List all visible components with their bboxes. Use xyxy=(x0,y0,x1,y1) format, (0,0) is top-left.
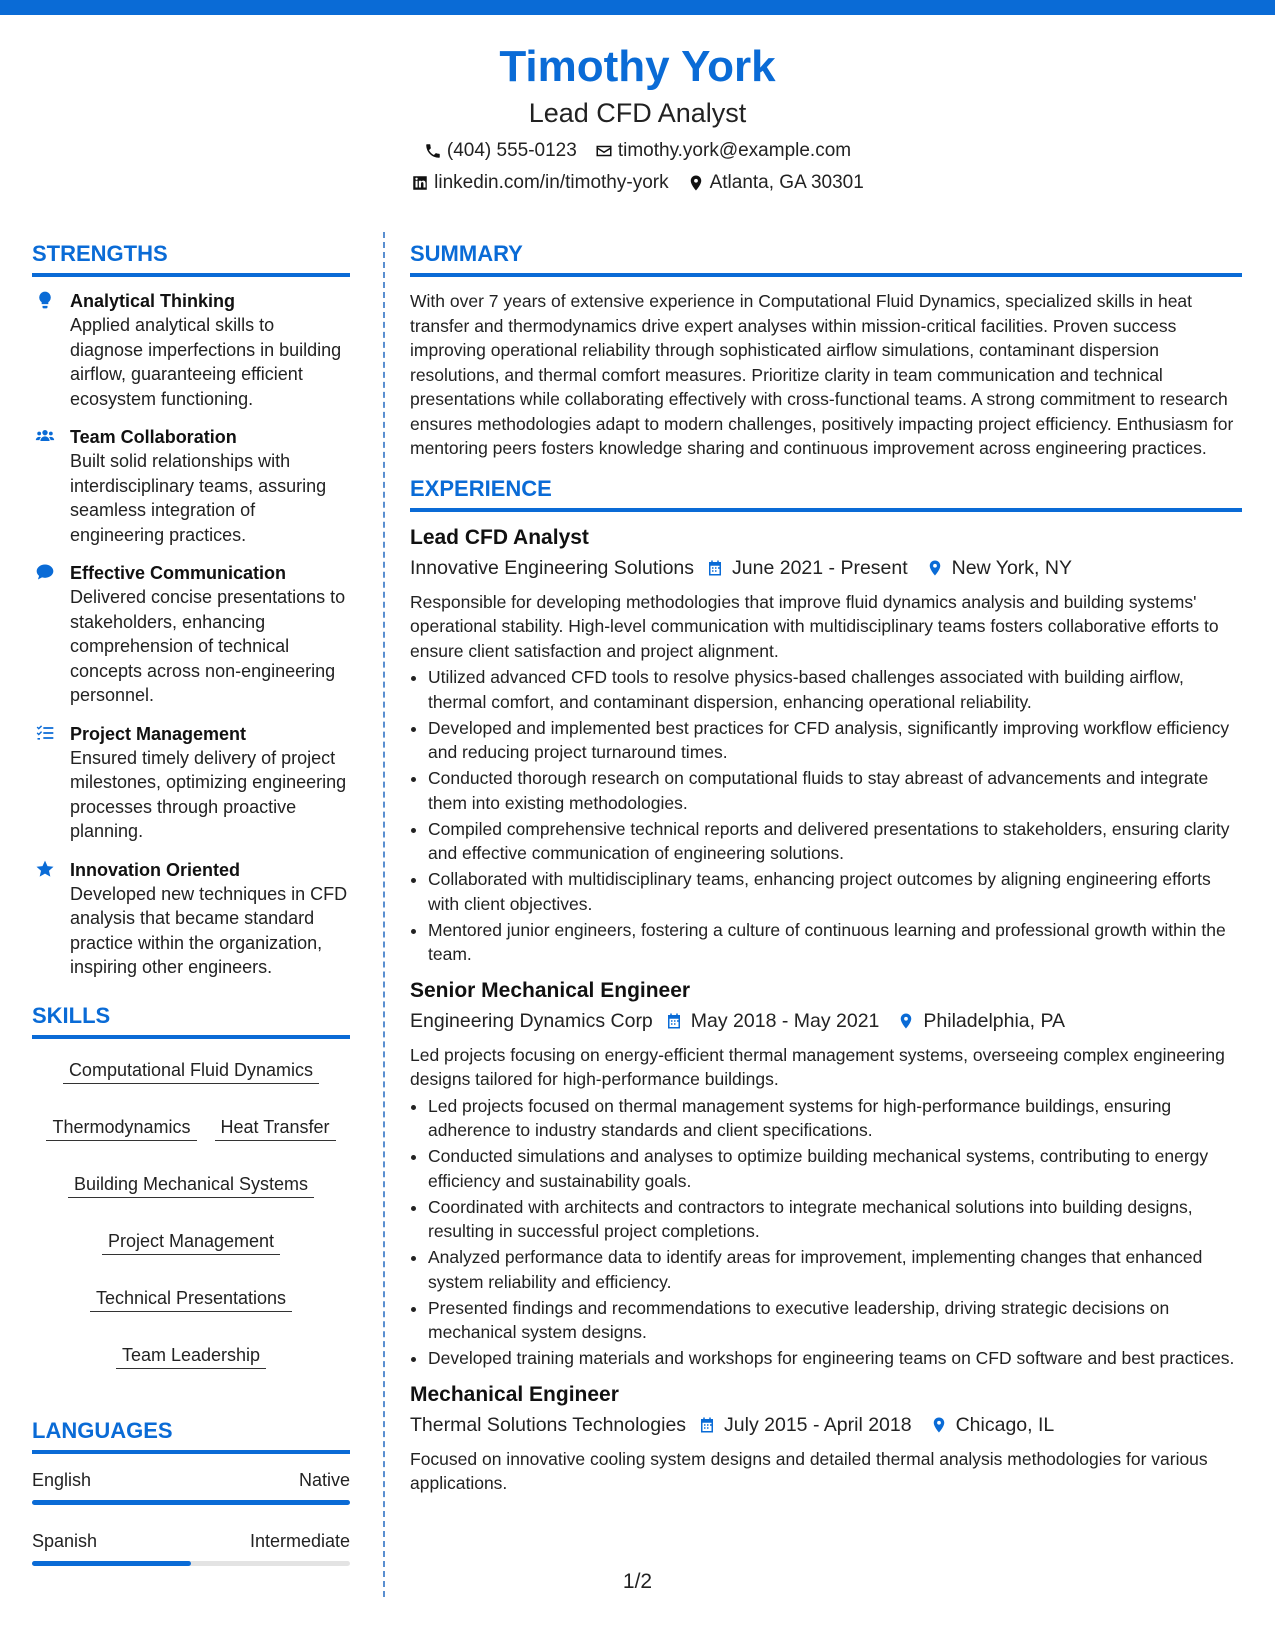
skill-tag: Computational Fluid Dynamics xyxy=(63,1057,319,1084)
job-bullet: • Developed and implemented best practices for CFD analysis, significantly improving workflow efficiency and reducing project turnaround times. xyxy=(428,716,1242,765)
calendar-icon xyxy=(665,1012,683,1030)
language-row xyxy=(32,1529,350,1553)
job-meta xyxy=(410,1411,1242,1439)
location-contact xyxy=(687,170,864,196)
skills-list xyxy=(32,1051,350,1379)
linkedin-text: linkedin.com/in/timothy-york xyxy=(434,172,669,193)
job-bullets xyxy=(410,1094,1242,1371)
skill-tag: Project Management xyxy=(102,1228,280,1255)
language-proficiency-bar xyxy=(32,1561,350,1566)
job-company: Thermal Solutions Technologies xyxy=(410,1413,687,1436)
job-entry xyxy=(410,977,1242,1371)
linkedin-contact[interactable] xyxy=(411,170,668,196)
skill-tag: Thermodynamics xyxy=(46,1114,196,1141)
strengths-heading: STRENGTHS xyxy=(32,240,350,277)
job-bullet: • Led projects focused on thermal management systems for high-performance buildings, ensuring adherence to industry standards and client specifications. xyxy=(428,1094,1242,1143)
language-level: Intermediate xyxy=(249,1530,350,1551)
job-bullet: • Developed training materials and workshops for engineering teams on CFD software and best practices. xyxy=(428,1346,1242,1371)
strength-desc: Developed new techniques in CFD analysis that became standard practice within the organization, inspiring other engineers. xyxy=(70,883,348,977)
job-bullet: • Collaborated with multidisciplinary teams, enhancing project outcomes by aligning engineering efforts with client objectives. xyxy=(428,867,1242,916)
strength-desc: Built solid relationships with interdisciplinary teams, assuring seamless integration of engineering practices. xyxy=(70,451,327,545)
skill-tag: Heat Transfer xyxy=(215,1114,336,1141)
languages-list xyxy=(32,1468,350,1566)
candidate-title: Lead CFD Analyst xyxy=(528,98,747,128)
chat-bubble-icon xyxy=(35,562,55,582)
strength-name: Project Management xyxy=(70,723,247,744)
map-pin-icon xyxy=(897,1012,915,1030)
job-bullet: • Analyzed performance data to identify areas for improvement, implementing changes that enhanced system reliability and efficiency. xyxy=(428,1245,1242,1294)
job-description: Responsible for developing methodologies that improve fluid dynamics analysis and building systems' operational stability. High-level communication with multidisciplinary teams fosters collaborative efforts to ensure client satisfaction and project alignment. xyxy=(410,591,1219,661)
strength-name: Team Collaboration xyxy=(70,427,237,447)
resume-header xyxy=(0,40,1275,196)
skill-tag: Technical Presentations xyxy=(90,1285,292,1312)
job-dates: June 2021 - Present xyxy=(732,556,908,579)
strength-name: Innovation Oriented xyxy=(70,859,241,880)
candidate-name: Timothy York xyxy=(499,42,776,91)
left-column xyxy=(32,240,350,1590)
strength-name: Effective Communication xyxy=(70,563,287,583)
contact-row-2 xyxy=(0,170,1275,196)
calendar-icon xyxy=(706,559,724,577)
job-title: Senior Mechanical Engineer xyxy=(410,978,691,1002)
job-description: Led projects focusing on energy-efficient thermal management systems, overseeing complex engineering designs tailored for high-performance buildings. xyxy=(410,1044,1225,1089)
job-meta xyxy=(410,1007,1242,1035)
page-number: 1/2 xyxy=(622,1570,653,1593)
job-bullet: • Presented findings and recommendations to executive leadership, driving strategic decisions on mechanical system designs. xyxy=(428,1296,1242,1345)
strengths-list xyxy=(32,289,350,980)
strength-item xyxy=(32,722,350,844)
job-bullets xyxy=(410,665,1242,967)
map-pin-icon xyxy=(926,559,944,577)
contact-row-1 xyxy=(0,138,1275,164)
job-company: Innovative Engineering Solutions xyxy=(410,556,695,579)
job-bullet: • Conducted thorough research on computational fluids to stay abreast of advancements and integrate them into existing methodologies. xyxy=(428,766,1242,815)
map-pin-icon xyxy=(930,1416,948,1434)
language-proficiency-fill xyxy=(32,1500,350,1505)
linkedin-icon xyxy=(411,174,429,192)
column-divider xyxy=(383,232,385,1597)
envelope-icon xyxy=(595,142,613,160)
job-title: Lead CFD Analyst xyxy=(410,525,589,549)
strength-item xyxy=(32,425,350,547)
email-text: timothy.york@example.com xyxy=(617,140,852,161)
language-row xyxy=(32,1468,350,1492)
strength-item xyxy=(32,289,350,411)
job-bullet: • Conducted simulations and analyses to optimize building mechanical systems, contributing to energy efficiency and sustainability goals. xyxy=(428,1144,1242,1193)
job-location: New York, NY xyxy=(951,556,1072,579)
job-dates: May 2018 - May 2021 xyxy=(690,1009,880,1032)
job-bullet: • Compiled comprehensive technical reports and delivered presentations to stakeholders, ensuring clarity and effective communication of engineering solutions. xyxy=(428,817,1242,866)
skill-tag: Building Mechanical Systems xyxy=(68,1171,314,1198)
job-meta xyxy=(410,554,1242,582)
strength-desc: Delivered concise presentations to stakeholders, enhancing comprehension of technical concepts across non-engineering personnel. xyxy=(70,587,346,705)
job-bullet: • Coordinated with architects and contractors to integrate mechanical solutions into building designs, resulting in successful project completions. xyxy=(428,1195,1242,1244)
job-description: Focused on innovative cooling system designs and detailed thermal analysis methodologies for various applications. xyxy=(410,1448,1208,1493)
strength-desc: Ensured timely delivery of project milestones, optimizing engineering processes through proactive planning. xyxy=(70,747,347,841)
lightbulb-icon xyxy=(35,290,55,310)
star-icon xyxy=(35,859,55,879)
skills-heading: SKILLS xyxy=(32,1002,350,1039)
job-entry xyxy=(410,524,1242,967)
location-text: Atlanta, GA 30301 xyxy=(709,172,864,193)
strength-desc: Applied analytical skills to diagnose imperfections in building airflow, guaranteeing efficient ecosystem functioning. xyxy=(70,315,342,409)
phone-contact xyxy=(424,138,577,164)
job-location: Philadelphia, PA xyxy=(923,1009,1066,1032)
phone-icon xyxy=(424,142,442,160)
language-proficiency-bar xyxy=(32,1500,350,1505)
strength-item xyxy=(32,561,350,708)
experience-heading: EXPERIENCE xyxy=(410,475,1242,512)
email-contact[interactable] xyxy=(595,138,851,164)
language-name: English xyxy=(32,1469,92,1490)
phone-text: (404) 555-0123 xyxy=(446,140,577,161)
summary-heading: SUMMARY xyxy=(410,240,1242,277)
job-location: Chicago, IL xyxy=(955,1413,1055,1436)
calendar-icon xyxy=(698,1416,716,1434)
job-bullet: • Mentored junior engineers, fostering a culture of continuous learning and professional growth within the team. xyxy=(428,918,1242,967)
skill-tag: Team Leadership xyxy=(116,1342,266,1369)
top-accent-bar xyxy=(0,0,1275,15)
map-pin-icon xyxy=(687,174,705,192)
right-column xyxy=(410,240,1242,1506)
language-proficiency-fill xyxy=(32,1561,191,1566)
job-bullet: • Utilized advanced CFD tools to resolve physics-based challenges associated with building airflow, thermal comfort, and contaminant dispersion, enhancing operational reliability. xyxy=(428,665,1242,714)
job-entry xyxy=(410,1381,1242,1496)
strength-name: Analytical Thinking xyxy=(70,291,236,311)
language-name: Spanish xyxy=(32,1530,98,1551)
language-level: Native xyxy=(298,1469,350,1490)
strength-item xyxy=(32,858,350,980)
job-title: Mechanical Engineer xyxy=(410,1382,619,1406)
summary-text: With over 7 years of extensive experience in Computational Fluid Dynamics, specialized skills in heat transfer and thermodynamics drive expert analyses within mission-critical facilities. Proven success improving operational reliability through sophisticated airflow simulations, contaminant dispersion resolutions, and thermal comfort measures. Prioritize clarity in team communication and technical presentations while collaborating effectively with cross-functional teams. A strong commitment to research ensures methodologies adapt to modern challenges, positively impacting project efficiency. Enthusiasm for mentoring peers fosters knowledge sharing and continuous improvement across engineering practices. xyxy=(410,291,1234,458)
job-dates: July 2015 - April 2018 xyxy=(724,1413,912,1436)
checklist-icon xyxy=(35,723,55,743)
users-icon xyxy=(35,426,55,446)
languages-heading: LANGUAGES xyxy=(32,1417,350,1454)
job-company: Engineering Dynamics Corp xyxy=(410,1009,653,1032)
